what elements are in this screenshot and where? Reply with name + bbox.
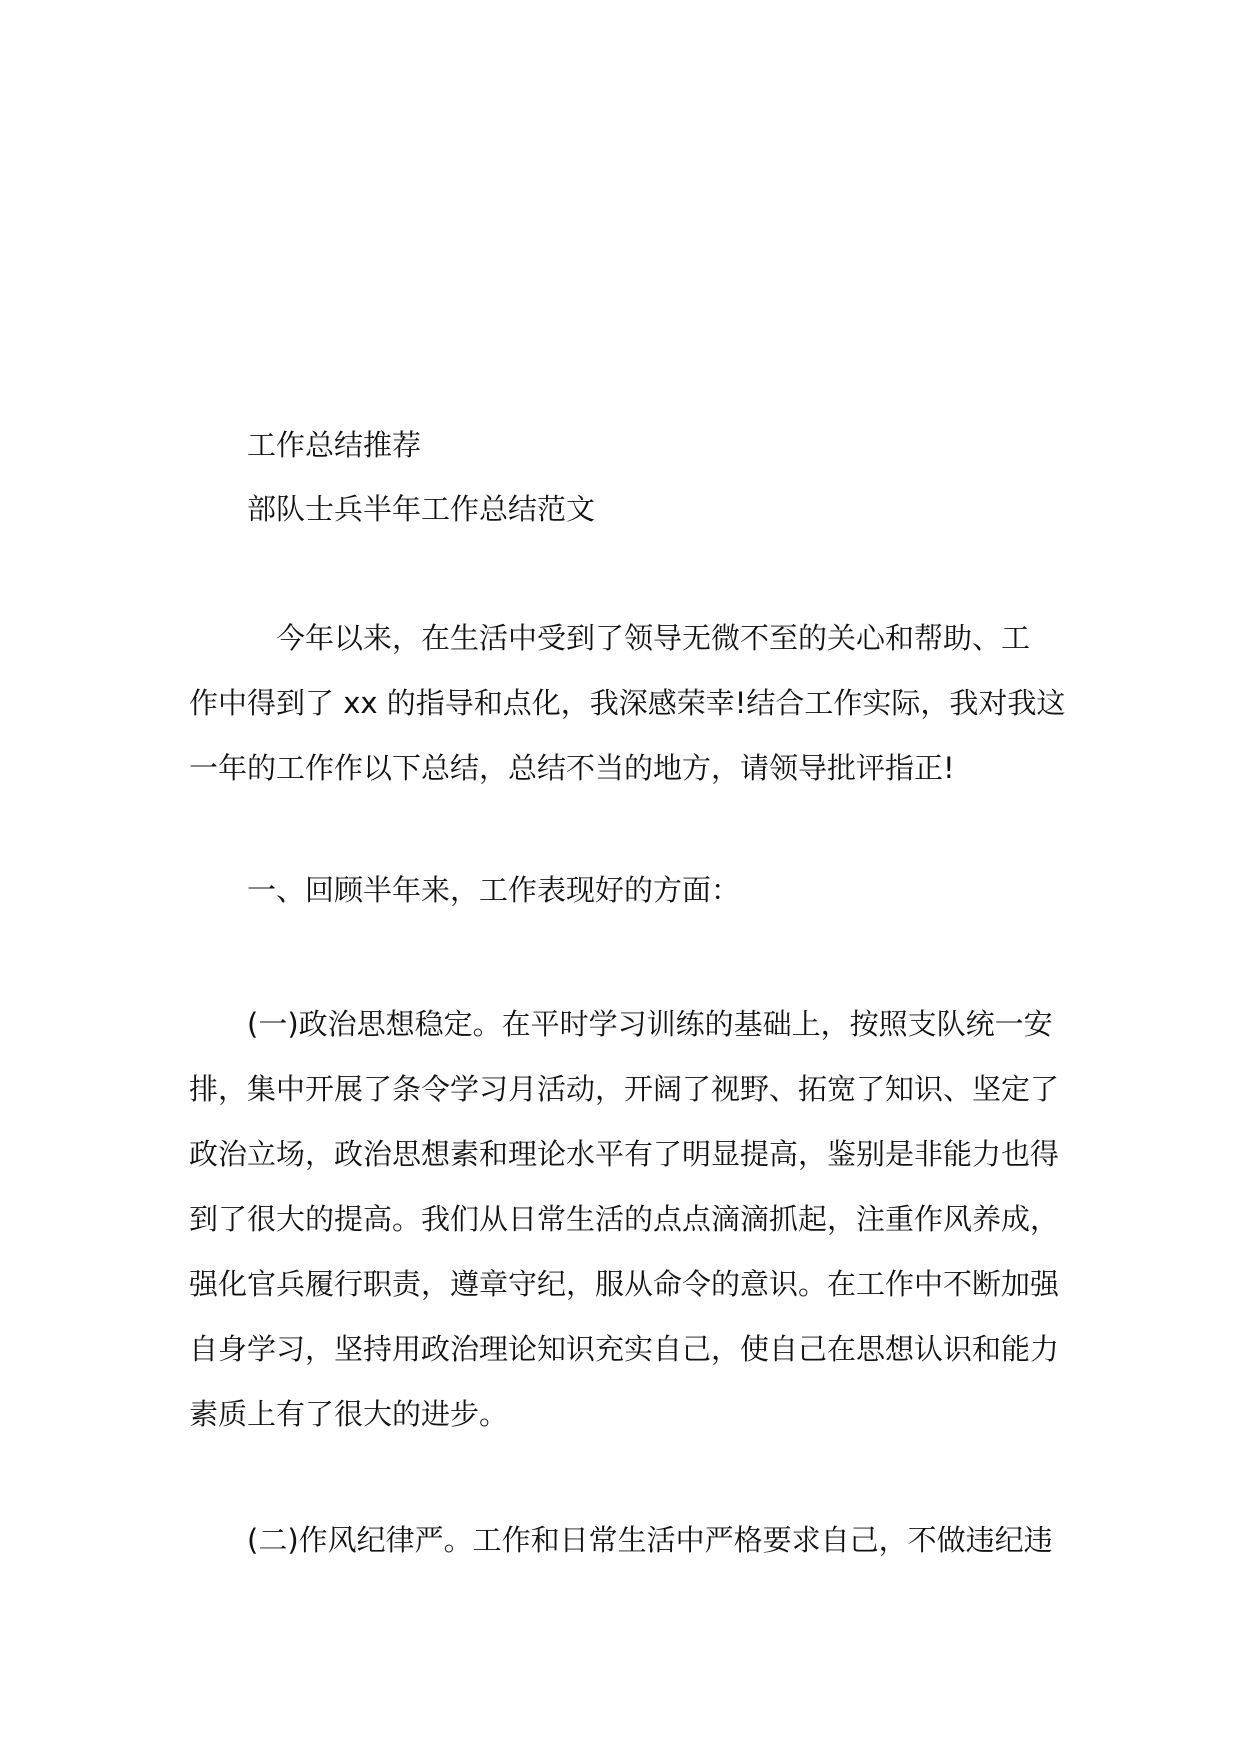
item-one-line: 排，集中开展了条令学习月活动，开阔了视野、拓宽了知识、坚定了 — [189, 1072, 1060, 1106]
intro-line: 一年的工作作以下总结，总结不当的地方，请领导批评指正! — [189, 751, 955, 785]
item-two-line: (二)作风纪律严。工作和日常生活中严格要求自己，不做违纪违 — [189, 1523, 1053, 1557]
document-title: 部队士兵半年工作总结范文 — [247, 492, 596, 526]
section-heading — [189, 858, 1079, 923]
intro-line: 今年以来，在生活中受到了领导无微不至的关心和帮助、工 — [189, 621, 1031, 655]
item-one-line: 强化官兵履行职责，遵章守纪，服从命令的意识。在工作中不断加强 — [189, 1267, 1060, 1301]
intro-line: 作中得到了 xx 的指导和点化，我深感荣幸!结合工作实际，我对我这 — [189, 686, 1066, 720]
item-one-line: 素质上有了很大的进步。 — [189, 1397, 509, 1431]
item-one-line: (一)政治思想稳定。在平时学习训练的基础上，按照支队统一安 — [189, 1007, 1053, 1041]
category-title: 工作总结推荐 — [247, 428, 422, 462]
intro-paragraph — [189, 606, 1079, 801]
item-one-paragraph — [189, 992, 1079, 1447]
item-two-paragraph — [189, 1508, 1079, 1573]
item-one-line: 自身学习，坚持用政治理论知识充实自己，使自己在思想认识和能力 — [189, 1332, 1060, 1366]
section-heading-text: 一、回顾半年来，工作表现好的方面： — [189, 873, 741, 907]
item-one-line: 政治立场，政治思想素和理论水平有了明显提高，鉴别是非能力也得 — [189, 1137, 1060, 1171]
item-one-line: 到了很大的提高。我们从日常生活的点点滴滴抓起，注重作风养成， — [189, 1202, 1060, 1236]
